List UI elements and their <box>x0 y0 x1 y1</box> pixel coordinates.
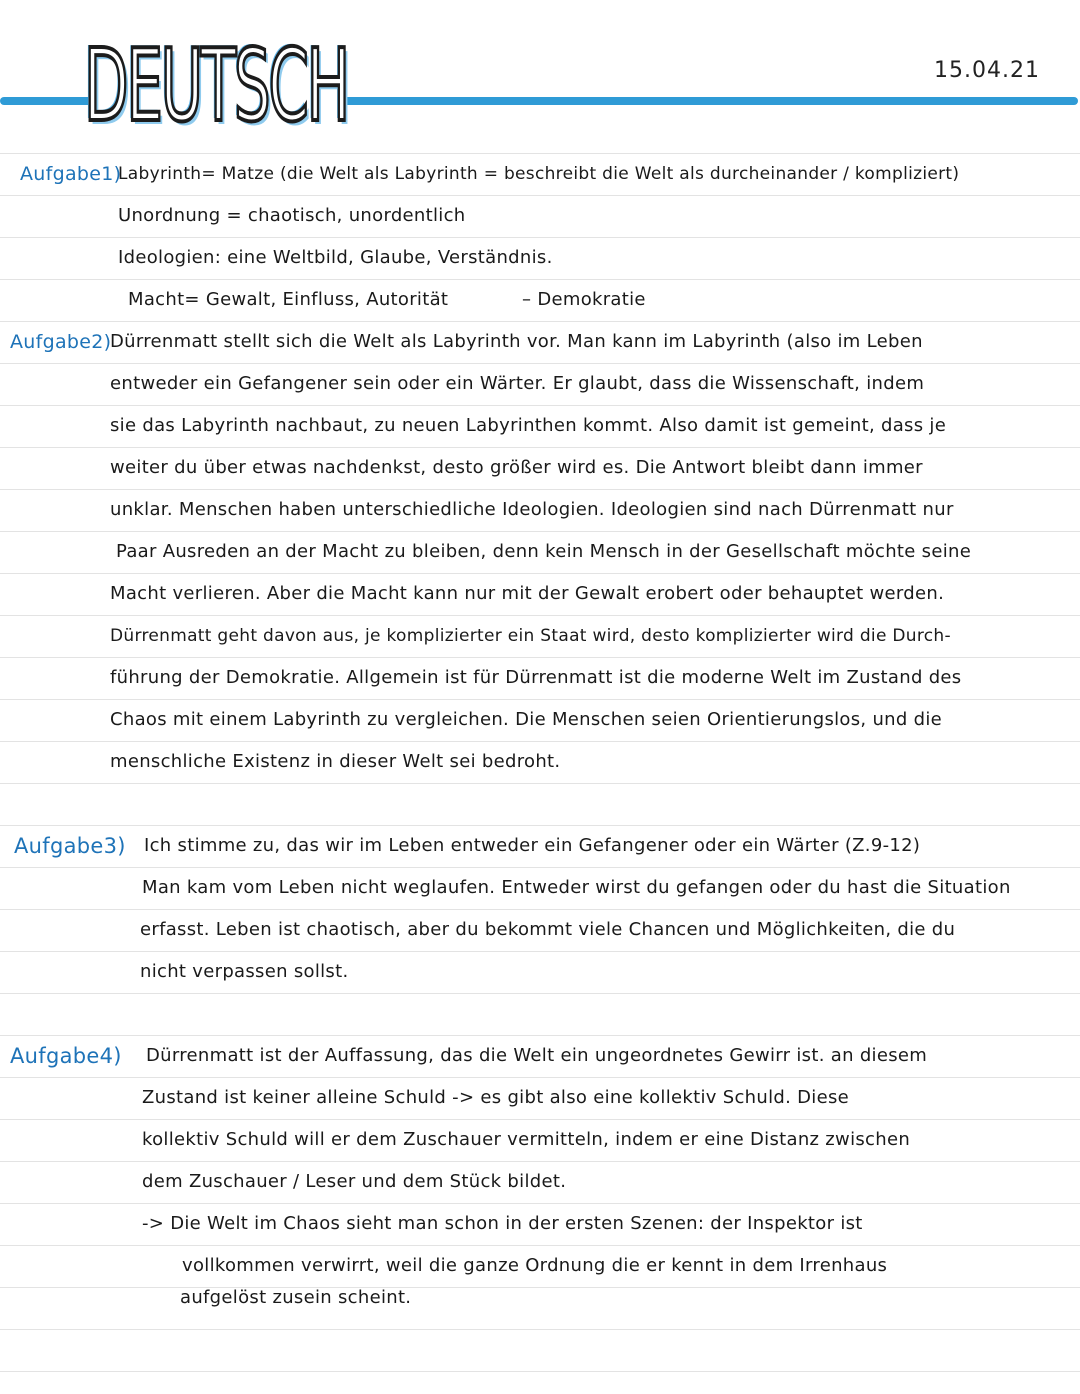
aufgabe2-line: sie das Labyrinth nachbaut, zu neuen Labyrinthen kommt. Also damit ist gemeint, dass je <box>110 415 947 436</box>
aufgabe4-line: -> Die Welt im Chaos sieht man schon in der ersten Szenen: der Inspektor ist <box>142 1213 863 1234</box>
aufgabe1-line: Macht= Gewalt, Einfluss, Autorität <box>128 289 449 310</box>
aufgabe2-line: menschliche Existenz in dieser Welt sei bedroht. <box>110 751 561 772</box>
aufgabe4-line: aufgelöst zusein scheint. <box>180 1287 412 1308</box>
aufgabe3-line: Man kam vom Leben nicht weglaufen. Entweder wirst du gefangen oder du hast die Situation <box>142 877 1011 898</box>
aufgabe4-line: kollektiv Schuld will er dem Zuschauer vermitteln, indem er eine Distanz zwischen <box>142 1129 911 1150</box>
aufgabe2-line: Paar Ausreden an der Macht zu bleiben, denn kein Mensch in der Gesellschaft möchte seine <box>116 541 972 562</box>
aufgabe1-label: Aufgabe1) <box>20 163 122 185</box>
aufgabe3-line: erfasst. Leben ist chaotisch, aber du bekommt viele Chancen und Möglichkeiten, die du <box>140 919 956 940</box>
aufgabe3-label: Aufgabe3) <box>14 834 126 858</box>
aufgabe2-line: weiter du über etwas nachdenkst, desto größer wird es. Die Antwort bleibt dann immer <box>110 457 923 478</box>
aufgabe1-line: Unordnung = chaotisch, unordentlich <box>118 205 466 226</box>
aufgabe4-label: Aufgabe4) <box>10 1044 122 1068</box>
aufgabe2-line: Macht verlieren. Aber die Macht kann nur mit der Gewalt erobert oder behauptet werden. <box>110 583 945 604</box>
page-title: DEUTSCH <box>84 27 348 144</box>
aufgabe3-line: nicht verpassen sollst. <box>140 961 349 982</box>
aufgabe4-line: vollkommen verwirrt, weil die ganze Ordnung die er kennt in dem Irrenhaus <box>182 1255 888 1276</box>
aufgabe1-line: Labyrinth= Matze (die Welt als Labyrinth = beschreibt die Welt als durcheinander / kompliziert) <box>118 164 960 184</box>
aufgabe2-line: unklar. Menschen haben unterschiedliche Ideologien. Ideologien sind nach Dürrenmatt nur <box>110 499 954 520</box>
aufgabe2-line: Dürrenmatt geht davon aus, je komplizierter ein Staat wird, desto komplizierter wird die Durch- <box>110 626 951 646</box>
aufgabe4-line: dem Zuschauer / Leser und dem Stück bildet. <box>142 1171 567 1192</box>
aufgabe2-line: führung der Demokratie. Allgemein ist für Dürrenmatt ist die moderne Welt im Zustand des <box>110 667 962 688</box>
aufgabe2-line: Dürrenmatt stellt sich die Welt als Labyrinth vor. Man kann im Labyrinth (also im Leben <box>110 331 923 352</box>
aufgabe1-line: – Demokratie <box>522 289 646 310</box>
header-rule-right <box>340 97 1078 105</box>
aufgabe3-line: Ich stimme zu, das wir im Leben entweder ein Gefangener oder ein Wärter (Z.9-12) <box>144 835 921 856</box>
aufgabe1-line: Ideologien: eine Weltbild, Glaube, Verständnis. <box>118 247 553 268</box>
aufgabe4-line: Zustand ist keiner alleine Schuld -> es gibt also eine kollektiv Schuld. Diese <box>142 1087 850 1108</box>
aufgabe2-label: Aufgabe2) <box>10 331 112 353</box>
aufgabe4-line: Dürrenmatt ist der Auffassung, das die Welt ein ungeordnetes Gewirr ist. an diesem <box>146 1045 928 1066</box>
date: 15.04.21 <box>934 58 1040 83</box>
aufgabe2-line: entweder ein Gefangener sein oder ein Wärter. Er glaubt, dass die Wissenschaft, indem <box>110 373 925 394</box>
aufgabe2-line: Chaos mit einem Labyrinth zu vergleichen. Die Menschen seien Orientierungslos, und die <box>110 709 943 730</box>
header-rule-left <box>0 97 92 105</box>
